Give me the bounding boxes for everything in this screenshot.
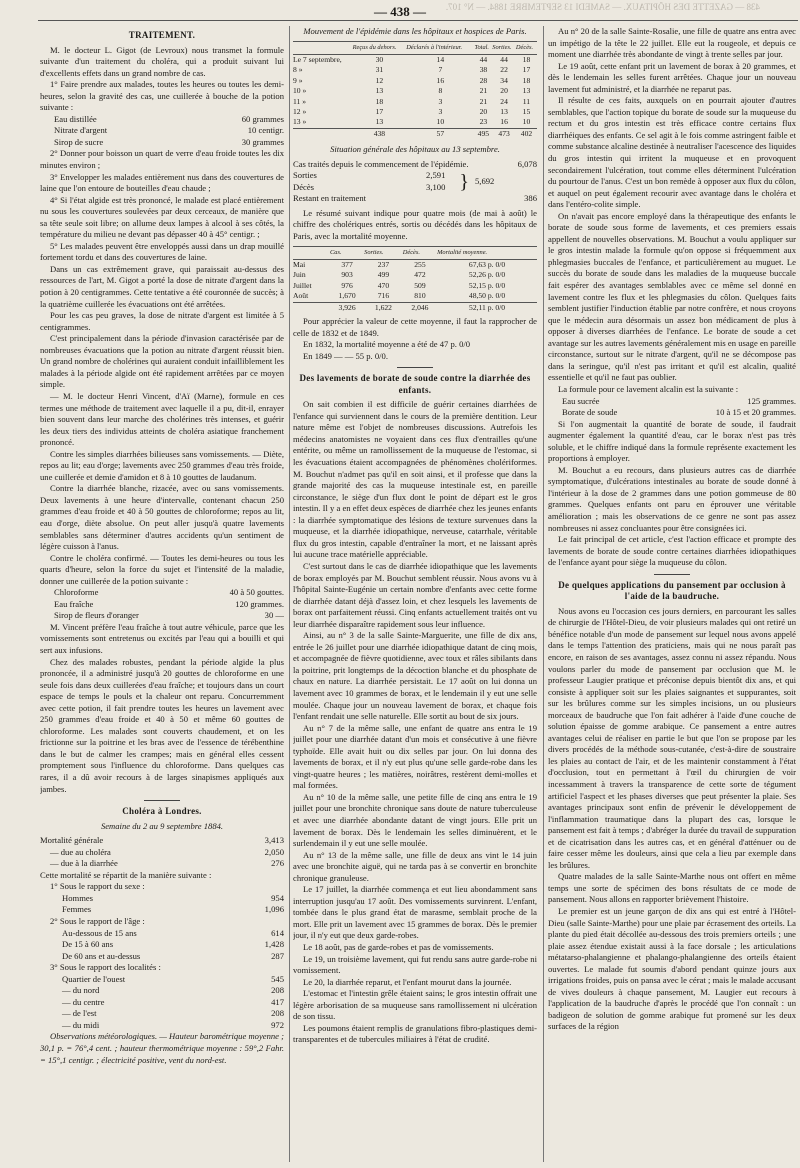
table-cell: 52,26 p. 0/0: [468, 270, 506, 280]
header-rule: [38, 20, 798, 21]
stat-row: [40, 962, 284, 974]
stat-value: 614: [271, 927, 284, 938]
table-cell: 20: [479, 106, 488, 116]
paragraph: Nous avons eu l'occasion ces jours derniers, en parcourant les salles de chirurgie de l'Hôtel-Dieu, de voir plusieurs malades qui ont retiré un bénéfice notable d'un mode de pansement sur lequel nous avons appelé dans le temps l'attention des praticiens, mais qui ne nous paraît pas encore, en raison de ses avantages, assez connu ni assez répandu. Nous voulons parler du mode de pansement par occlusion que M. le professeur Laugier pratique et préconise depuis bientôt dix ans, et qui consiste à appliquer soit sur les plaies saignantes et suppurantes, soit sur les brûlures comme sur les simples incisions, un ou plusieurs morceaux de baudruche que l'on fait adhérer à l'aide d'une couche de solution épaisse de gomme arabique. Ce pansement a entre autres avantages celui de réaliser en partie le but que l'on se propose par les divers procédés de la méthode sous-cutanée, c'est-à-dire de soustraire les plaies au contact de l'air, et de les maintenir constamment à l'état d'occlusion, tout en permettant à l'œil du chirurgien de voir incessamment à travers la transparence de cette sorte de tégument artificiel l'aspect et les phases diverses que peut présenter la plaie. Ses avantages principaux sont enfin de prévenir le développement de l'inflammation traumatique dans la plupart des cas, lorsque le pansement est fait à temps ; d'abréger la durée du travail de suppuration et de cicatrisation dans les autres cas, et en général d'atténuer ou de faire cesser même les douleurs, ainsi que cela a lieu par exemple dans les brûlures.: [548, 605, 796, 870]
paragraph: Le résumé suivant indique pour quatre mois (de mai à août) le chiffre des cholériques entrés, sortis ou décédés dans les hôpitaux de Paris, avec la mortalité moyenne.: [293, 207, 537, 242]
table-cell: 48,50 p. 0/0: [468, 291, 506, 301]
column-divider: [289, 26, 290, 1162]
table-cell: 1,622: [364, 302, 403, 313]
stat-row: [40, 916, 284, 928]
paragraph: C'est surtout dans le cas de diarrhée idiopathique que les lavements de borax employés par M. Bouchut semblent réussir. Nous avons vu à l'hôpital Sainte-Eugénie un certain nombre d'enfants avec cette forme de diarrhée datant déjà d'assez loin, et chez lesquels les lavements de borax ont parfaitement réussi. Cinq enfants actuellement traités ont vu leur diarrhée disparaître rapidement sous leur influence.: [293, 560, 537, 629]
table-cell: 13: [375, 117, 384, 127]
stat-label: De 60 ans et au-dessus: [62, 950, 141, 961]
table-header: Décès.: [516, 41, 537, 54]
paragraph: M. le docteur L. Gigot (de Levroux) nous transmet la formule suivante d'un traitement du choléra, qui a produit suivant lui d'excellents effets dans un grand nombre de cas.: [40, 44, 284, 78]
table-cell: 21: [479, 96, 488, 106]
stat-label: — de l'est: [62, 1008, 97, 1019]
table-cell: Le 7 septembre,: [293, 54, 342, 64]
paragraph: Le 20, la diarrhée reparut, et l'enfant mourut dans la journée.: [303, 976, 512, 987]
stat-value: 208: [271, 985, 284, 996]
table-total-row: [293, 128, 537, 139]
table-row: [293, 291, 537, 302]
paragraph: — M. le docteur Henri Vincent, d'Aï (Marne), formule en ces termes une méthode de traitement avec laquelle il a pu, dit-il, enrayer bien souvent dans leur marche des cholérines très intenses, et guérir les deux tiers des individus atteints de choléra asiatique franchement prononcé.: [40, 390, 284, 448]
table-header: Mortalité moyenne.: [437, 246, 537, 259]
table-cell: 8 »: [293, 65, 303, 75]
column-2: [293, 26, 537, 1164]
article-body: [293, 399, 537, 1046]
paragraph: Le fait principal de cet article, c'est l'action efficace et prompte des lavements de borate de soude contre certaines diarrhées idiopathiques de l'enfance ayant pour siège la muqueuse du côlon.: [548, 534, 796, 568]
stat-label: De 15 à 60 ans: [62, 939, 114, 950]
stat-row: [40, 881, 284, 893]
stat-row: [40, 974, 284, 986]
table-row: [293, 86, 537, 96]
table-cell: 16: [436, 75, 445, 85]
paragraph: Quatre malades de la salle Sainte-Marthe nous ont offert en même temps une sorte de spécimen des bons résultats de ce mode de pansement. Nous allons en rapporter brièvement l'histoire.: [548, 871, 796, 905]
stat-line: Restant en traitement 386: [293, 193, 537, 204]
table-cell: Juin: [293, 270, 306, 280]
table-cell: 10: [522, 117, 531, 127]
table-row: [293, 270, 537, 280]
table-cell: 20: [500, 86, 508, 96]
prescription-line: Eau distillée 60 grammes: [54, 113, 284, 124]
stat-line: Sorties 2,591: [293, 170, 446, 181]
paragraph: Contre le choléra confirmé. — Toutes les demi-heures ou tous les quarts d'heure, selon la force du sujet et l'intensité de la maladie, donner une cuillerée de la potion suivante :: [40, 552, 284, 586]
stat-line: Cas traités depuis le commencement de l'épidémie. 6,078: [293, 158, 537, 169]
table-cell: 52,11 p. 0/0: [437, 302, 537, 313]
paragraph: C'est principalement dans la période d'invasion caractérisée par de nombreuses évacuations que la potion au nitrate d'argent réussit bien. Un grand nombre de cholérines qui auraient conduit infailliblement les malades à la période algide ont été rapidement arrêtées par ce moyen simple.: [40, 333, 284, 390]
paragraph: Le premier est un jeune garçon de dix ans qui est entré à l'Hôtel-Dieu (salle Sainte-Marthe) pour une plaie par écrasement des orteils. La plante du pied était décollée au-dessous des trois premiers orteils ; une plaie assez étendue existait aussi à la face dorsale ; les articulations métatarso-phalangienne et phalango-phalangienne des orteils étaient ouvertes. Le malade fut soumis d'abord pendant quinze jours aux irrigations froides, puis on pansa avec le cérat ; mais le malade accusant de vives douleurs à chaque pansement, M. Laugier eut recours à l'application de la baudruche d'après le procédé que l'on connaît : un badigeon de solution de gomme arabique fut promené sur les deux surfaces de la région: [548, 906, 796, 1032]
paragraph: M. Vincent préfère l'eau fraîche à tout autre véhicule, parce que les vomissements sont entretenus ou excités par l'eau qui a bouilli et qui sert aux infusions.: [40, 621, 284, 655]
bleed-through-text: 438 — GAZETTE DES HÔPITAUX. — SAMEDI 13 SEPTEMBRE 1884. — N° 107.: [445, 2, 760, 12]
table-cell: 438: [353, 128, 407, 139]
paragraph: Le 17 juillet, la diarrhée commença et eut lieu abondamment sans interruption jusqu'au 17 août. Des vomissements survinrent. L'enfant, tombée dans le plus grand état de marasme, semblait proche de la mort. Elle prit un lavement avec 15 grammes de borax. Dès le premier jour, il n'y eut que deux garde-robes.: [293, 884, 537, 941]
paragraph: On sait combien il est difficile de guérir certaines diarrhées de l'enfance qui surviennent dans le cours de la première dentition. Leur nature même est l'objet de nombreuses discussions. Autrefois les médecins anatomistes ne voyaient dans ces flux d'entrailles qu'une entérite, ou même un ramollissement de la muqueuse de l'estomac, si les évacuations étaient accompagnées de phénomènes cholériformes. M. Bouchut n'admet pas qu'il en soit ainsi, et il professe que dans la grande majorité des cas la muqueuse intestinale est, en pareille circonstance, le siège d'un flux dont le point de départ est le gros intestin. Il y a en effet deux espèces de diarrhée chez les jeunes enfants : la diarrhée symptomatique des lésions de texture survenues dans la muqueuse, et la diarrhée idiopathique, nerveuse, catarrhale, véritable flux du gros intestin, capable d'entraîner la mort, et ne laissant après lui aucune trace matérielle appréciable.: [293, 399, 537, 560]
paragraph: Pour les cas peu graves, la dose de nitrate d'argent est limitée à 5 centigrammes.: [40, 310, 284, 332]
stat-row: [40, 928, 284, 940]
table-cell: 31: [375, 65, 384, 75]
article-body: [548, 26, 796, 396]
stat-line: Décès 3,100: [293, 181, 446, 192]
table-cell: Juillet: [293, 280, 312, 290]
prescription: [40, 587, 284, 622]
table-cell: 10: [436, 117, 445, 127]
prescription-line: Eau sucrée 125 grammes.: [562, 395, 796, 406]
table-cell: 38: [479, 65, 488, 75]
stat-row: [40, 858, 284, 870]
prescription: [548, 396, 796, 419]
table-row: [293, 259, 537, 270]
prescription-line: Eau fraîche 120 grammes.: [54, 598, 284, 609]
paragraph: Ainsi, au n° 3 de la salle Sainte-Marguerite, une fille de dix ans, entrée le 26 juillet pour une diarrhée idiopathique datant de cinq mois, et accompagnée de fièvre quotidienne, avec toux et râles sibilants dans la poitrine, prit longtemps de la décoction blanche et du phosphate de chaux en nature. La diarrhée persistait. Le 17 août on lui donna un lavement avec 10 grammes de borax, et le lendemain il y eut une selle moulée. Chaque jour un nouveau lavement de borax, et chaque fois l'enfant rendait une selle naturelle. Elle sortit au bout de six jours.: [293, 630, 537, 722]
stat-value: 208: [271, 1008, 284, 1019]
table-cell: 18: [375, 96, 384, 106]
table-cell: 13 »: [293, 117, 307, 127]
table-cell: 24: [500, 96, 508, 106]
table-cell: 473: [492, 128, 516, 139]
table-cell: 17: [522, 65, 531, 75]
table-cell: 2,046: [403, 302, 437, 313]
table-cell: 13: [500, 106, 508, 116]
stat-label: Quartier de l'ouest: [62, 973, 126, 984]
table-title: Situation générale des hôpitaux au 13 septembre.: [330, 144, 500, 155]
table-cell: 255: [414, 259, 426, 269]
table-title: Mouvement de l'épidémie dans les hôpitaux et hospices de Paris.: [303, 26, 527, 36]
table-cell: 3: [438, 106, 443, 116]
prescription: [40, 114, 284, 149]
stat-label: 3° Sous le rapport des localités :: [50, 962, 161, 973]
stat-row: [40, 870, 284, 882]
stat-row: [40, 835, 284, 847]
article-body: [548, 419, 796, 569]
table-cell: 509: [414, 280, 426, 290]
stat-label: Femmes: [62, 904, 92, 915]
stat-label: — due au choléra: [50, 846, 111, 857]
stat-value: 276: [271, 858, 284, 869]
article-body: [548, 606, 796, 1033]
table-cell: Août: [293, 291, 309, 301]
table-cell: 237: [377, 259, 390, 269]
table-total-row: [293, 302, 537, 313]
separator: [654, 574, 690, 575]
monthly-table: [293, 246, 537, 313]
separator: [144, 800, 180, 801]
table-header: Reçus du dehors.: [353, 41, 407, 54]
paragraph: Observations météorologiques. — Hauteur barométrique moyenne ; 30,1 p. = 76°,4 cent. ; hauteur thermométrique moyenne : 59°,2 Fahr. = 15°,1 centigr. ; électricité positive, vent du nord-est.: [40, 1031, 284, 1065]
table-cell: 30: [375, 54, 384, 64]
table-cell: Mai: [293, 259, 306, 269]
table-row: [293, 97, 537, 107]
table-row: [293, 65, 537, 75]
paragraph: Au n° 13 de la même salle, une fille de deux ans vint le 14 juin avec une bronchite aiguë, qui ne tarda pas à se convertir en bronchite chronique granuleuse.: [293, 849, 537, 883]
paragraph: 1° Faire prendre aux malades, toutes les heures ou toutes les demi-heures, selon la gravité des cas, une cuillerée à bouche de la potion suivante :: [40, 79, 284, 113]
column-3: [548, 26, 796, 1164]
table-cell: 22: [500, 65, 508, 75]
stat-value: 954: [271, 892, 284, 903]
table-cell: 7: [438, 65, 443, 75]
stat-row: [40, 985, 284, 997]
column-1: [40, 26, 284, 1164]
stat-row: [40, 939, 284, 951]
separator: [397, 367, 433, 368]
table-cell: 52,15 p. 0/0: [468, 280, 506, 290]
paragraph: Contre les simples diarrhées bilieuses sans vomissements. — Diète, repos au lit; eau d'orge; lavements avec 250 grammes d'eau très froide, une cuillerée et demie d'amidon et 8 à 10 gouttes de laudanum.: [40, 448, 284, 482]
column-divider: [543, 26, 544, 1162]
table-header: Sorties.: [492, 41, 516, 54]
stat-value: 3,413: [264, 835, 284, 846]
table-cell: [293, 128, 353, 139]
prescription-line: Sirop de fleurs d'oranger 30 —: [54, 610, 284, 621]
table-cell: 17: [375, 106, 384, 116]
section-title: Choléra à Londres.: [122, 806, 202, 817]
table-cell: 716: [377, 291, 390, 301]
paragraph: Le 19, un troisième lavement, qui fut rendu sans autre garde-robe ni vomissement.: [293, 953, 537, 976]
table-cell: 21: [479, 86, 488, 96]
table-cell: 67,63 p. 0/0: [468, 259, 506, 269]
stat-label: Cette mortalité se répartit de la manière suivante :: [40, 869, 212, 880]
table-cell: 34: [500, 75, 508, 85]
stat-row: [40, 904, 284, 916]
table-cell: 10 »: [293, 86, 307, 96]
table-cell: 3: [438, 96, 443, 106]
table-header: Décès.: [403, 246, 437, 259]
table-cell: 12 »: [293, 106, 307, 116]
paragraph: Si l'on augmentait la quantité de borate de soude, il faudrait augmenter également la quantité d'eau, car le borax n'est pas très soluble, et le chiffre indiqué dans la formule représente exactement les proportions à employer.: [548, 418, 796, 464]
stat-label: 1° Sous le rapport du sexe :: [50, 881, 145, 892]
stat-label: Hommes: [62, 892, 94, 903]
table-cell: 11 »: [293, 96, 307, 106]
paragraph: 4° Si l'état algide est très prononcé, le malade est placé entièrement nu sous les couvertures soulevées par deux cerceaux, de manière que sa tête seule soit libre; on allume deux lampes à alcool à ses côtés, la température du milieu ne devant pas dépasser 40 à 45° centigr. ;: [40, 194, 284, 240]
stat-label: Au-dessous de 15 ans: [62, 927, 137, 938]
paragraph: Pour apprécier la valeur de cette moyenne, il faut la rapprocher de celle de 1832 et de 1849.: [293, 316, 537, 338]
paragraph: Contre la diarrhée blanche, rizacée, avec ou sans vomissements. Deux lavements à une heure d'intervalle, contenant chacun 250 grammes d'eau froide et 40 à 50 gouttes de chloroforme; repos au lit, eau d'orge, diète absolue. On peut aller jusqu'à quatre lavements semblables sans déterminer d'autres accidents qu'un sentiment de légère cuisson à l'anus.: [40, 483, 284, 552]
table-cell: 15: [522, 106, 531, 116]
table-cell: 11: [522, 96, 531, 106]
stat-label: — due à la diarrhée: [50, 858, 118, 869]
table-cell: 18: [522, 75, 531, 85]
table-cell: 1,670: [338, 291, 356, 301]
paragraph: La formule pour ce lavement alcalin est la suivante :: [558, 383, 739, 394]
stat-label: 2° Sous le rapport de l'âge :: [50, 916, 145, 927]
table-cell: 470: [377, 280, 390, 290]
stat-label: Mortalité générale: [40, 835, 104, 846]
article-title: De quelques applications du pansement par occlusion à l'aide de la baudruche.: [558, 579, 786, 602]
stat-value: 2,050: [264, 846, 284, 857]
paragraph: Le 19 août, cette enfant prit un lavement de borax à 20 grammes, et dès le lendemain les selles furent arrêtées. Chaque jour un nouveau lavement fut administré, et la diarrhée ne reparut pas.: [548, 60, 796, 94]
prescription-line: Borate de soude 10 à 15 et 20 grammes.: [562, 407, 796, 418]
table-row: [293, 76, 537, 86]
table-row: [293, 54, 537, 65]
stat-group: Sorties 2,591 Décès 3,100 } 5,692: [293, 170, 537, 193]
table-cell: 495: [475, 128, 493, 139]
prescription-line: Sirop de sucre 30 grammes: [54, 136, 284, 147]
stat-label: — du midi: [62, 1019, 100, 1030]
stat-row: [40, 893, 284, 905]
article-title: Des lavements de borate de soude contre la diarrhée des enfants.: [299, 373, 531, 395]
prescription-line: Chloroforme 40 à 50 gouttes.: [54, 587, 284, 598]
table-cell: 13: [522, 86, 531, 96]
table-cell: 472: [414, 270, 426, 280]
table-cell: 44: [479, 54, 488, 64]
paragraph: Le 18 août, pas de garde-robes et pas de vomissements.: [303, 942, 494, 952]
table-cell: 377: [341, 259, 353, 269]
table-header: Sorties.: [364, 246, 403, 259]
prescription-line: Nitrate d'argent 10 centigr.: [54, 125, 284, 136]
table-cell: 18: [522, 54, 531, 64]
table-cell: 3,926: [330, 302, 364, 313]
table-row: [293, 281, 537, 291]
paragraph: Dans un cas extrêmement grave, qui paraissait au-dessus des ressources de l'art, M. Gigot a porté la dose de nitrate d'argent dans la potion à 20 centigrammes. Cette tentative a été couronnée de succès; à la quatrième cuillerée les évacuations ont été arrêtées.: [40, 263, 284, 309]
stat-label: — du centre: [62, 996, 105, 1007]
table-header: Déclarés à l'intérieur.: [406, 41, 474, 54]
paragraph: Les poumons étaient remplis de granulations fibro-plastiques demi-transparentes et de tubercules miliaires à l'état de crudité.: [293, 1022, 537, 1045]
stat-value: 972: [271, 1019, 284, 1030]
table-cell: 57: [406, 128, 474, 139]
table-row: [293, 107, 537, 117]
table-cell: 402: [516, 128, 537, 139]
paragraph: 5° Les malades peuvent être enveloppés aussi dans un drap mouillé fortement tordu et dans des couvertures de laine.: [40, 240, 284, 263]
paragraph: Chez des malades robustes, pendant la période algide la plus prononcée, il a administré jusqu'à 20 gouttes de chloroforme en une seule fois dans deux cuillerées d'eau fraîche; et toujours dans un court espace de temps le pouls et la chaleur ont reparu. Concurremment avec cette potion, il fait prendre toutes les heures un lavement avec 250 grammes d'eau froide et 40 à 50 et même 60 gouttes de chloroforme. Les malades sont couverts chaudement, et on les frictionne sur la poitrine et les bras avec de l'essence de térébenthine dans le but de calmer les crampes; mais en général elles cessent promptement sous l'influence du chloroforme. Dans quelques cas rares, il a dû avoir recours à de larges sinapismes appliqués aux jambes.: [40, 656, 284, 794]
section-subtitle: Semaine du 2 au 9 septembre 1884.: [100, 820, 224, 831]
table-cell: 499: [377, 270, 390, 280]
paragraph: 3° Envelopper les malades entièrement nus dans des couvertures de laine que l'on entoure de bouteilles d'eau chaude ;: [40, 171, 284, 194]
stat-label: — du nord: [62, 985, 100, 996]
table-header: Cas.: [330, 246, 364, 259]
table-cell: 8: [438, 86, 443, 96]
table-header: [293, 41, 353, 54]
table-header: [293, 246, 330, 259]
paragraph: 2° Donner pour boisson un quart de verre d'eau froide toutes les dix minutes environ ;: [40, 148, 284, 171]
epidemic-table: [293, 41, 537, 140]
paragraph: Au n° 10 de la même salle, une petite fille de cinq ans entra le 19 juillet pour une bronchite chronique sans doute de nature tuberculeuse et avec une diarrhée abondante datant de vingt jours. Elle prit un lavement de borax. Dès le lendemain les selles diminuèrent, et le surlendemain il y eut une selle moulée.: [293, 791, 537, 849]
paragraph: Il résulte de ces faits, auxquels on en pourrait ajouter d'autres semblables, que l'action topique du borate de soude sur la muqueuse du rectum et du gros intestin est très efficace contre certains flux diarrhéiques des enfants. Ce sel agit à le fois comme astringent faible et comme substance alcaline destinée à neutraliser l'acescence des liquides du gros intestin qui irritent la muqueuse et en provoquent secondairement l'ulcération, tout comme elles déterminent l'ulcération du pourtour de l'anus. C'est un bon remède à opposer aux flux du côlon, et auquel on peut également recourir avec avantage dans le choléra et dans l'entéro-colite simple.: [548, 95, 796, 210]
stat-row: [40, 997, 284, 1009]
stat-row: [40, 951, 284, 963]
paragraph: M. Bouchut a eu recours, dans plusieurs autres cas de diarrhée symptomatique, d'ulcérations intestinales au borate de soude donné à l'intérieur à la dose de 2 grammes dans une potion gommeuse de 80 grammes. Quelques enfants ont paru en éprouver une véritable amélioration ; mais les observations de ce genre ne sont pas assez nombreuses ni assez concluantes pour être consignées ici.: [548, 464, 796, 533]
paragraph: Au n° 20 de la salle Sainte-Rosalie, une fille de quatre ans entra avec un impétigo de la tête le 22 juillet. Elle eut la rougeole, et depuis ce moment une diarrhée très abondante de vingt à trente selles par jour.: [548, 26, 796, 60]
table-cell: 12: [375, 75, 384, 85]
table-row: [293, 117, 537, 128]
stat-value: 1,096: [264, 904, 284, 915]
stat-row: [40, 1020, 284, 1032]
paragraph: Au n° 7 de la même salle, une enfant de quatre ans entra le 19 juillet pour une diarrhée datant d'un mois et consécutive à une fièvre typhoïde. Elle avait huit ou dix selles par jour. On lui donna des lavements de borax, et il n'y eut plus qu'une selle garde-robe dans les vingt-quatre heures ; les matières, noirâtres, restèrent demi-molles et mal formées.: [293, 722, 537, 791]
table-cell: 16: [500, 117, 508, 127]
table-cell: 976: [341, 280, 353, 290]
page-number: — 438 —: [374, 4, 426, 19]
table-cell: 14: [436, 54, 445, 64]
table-cell: 810: [414, 291, 426, 301]
stat-row: [40, 847, 284, 859]
paragraph: L'estomac et l'intestin grêle étaient sains; le gros intestin offrait une légère arborisation de sa muqueuse sans ramollissement ni ulcération de son tissu.: [293, 988, 537, 1022]
table-cell: 28: [479, 75, 488, 85]
paragraph: On n'avait pas encore employé dans la thérapeutique des enfants le borate de soude sous forme de lavements, et ces premiers essais appellent de nouvelles observations. M. Bouchut a voulu appliquer sur le gros intestin malade la formule qu'on oppose si fréquemment aux phlegmasies buccales de l'enfance, et particulièrement au muguet. Le succès du borate de soude dans les maladies de la muqueuse buccale fait espérer des avantages semblables avec ce même sel donné en lavement contre les flux et les phlegmasies du côlon. Quelques faits semblent justifier l'induction établie par notre confrère, et nous croyons que le médecin aura désormais un assez bon médicament de plus à opposer à diverses diarrhées de l'enfance. Le borate de soude a cet avantage sur les autres lavements généralement mis en usage en pareille circonstance, surtout sur le nitrate d'argent, qu'il ne se décompose pas dans la seringue, qu'il n'est pas irritant et qu'il est alcalin, qualité essentielle et qu'il ne faut pas oublier.: [548, 210, 796, 383]
table-header: Total.: [475, 41, 493, 54]
stat-value: 1,428: [264, 939, 284, 950]
table-cell: 903: [341, 270, 353, 280]
stat-value: 545: [271, 973, 284, 984]
paragraph: En 1849 — — 55 p. 0/0.: [303, 350, 388, 361]
mortality-stats: [40, 835, 284, 1031]
table-cell: 9 »: [293, 75, 303, 85]
paragraph: En 1832, la mortalité moyenne a été de 47 p. 0/0: [303, 339, 471, 350]
table-cell: 23: [479, 117, 488, 127]
table-cell: 44: [500, 54, 508, 64]
table-cell: 13: [375, 86, 384, 96]
table-cell: [293, 302, 330, 313]
stat-value: 287: [271, 950, 284, 961]
stat-value: 417: [271, 996, 284, 1007]
stat-sum: 5,692: [475, 176, 495, 187]
section-title: TRAITEMENT.: [128, 30, 196, 40]
stat-row: [40, 1008, 284, 1020]
